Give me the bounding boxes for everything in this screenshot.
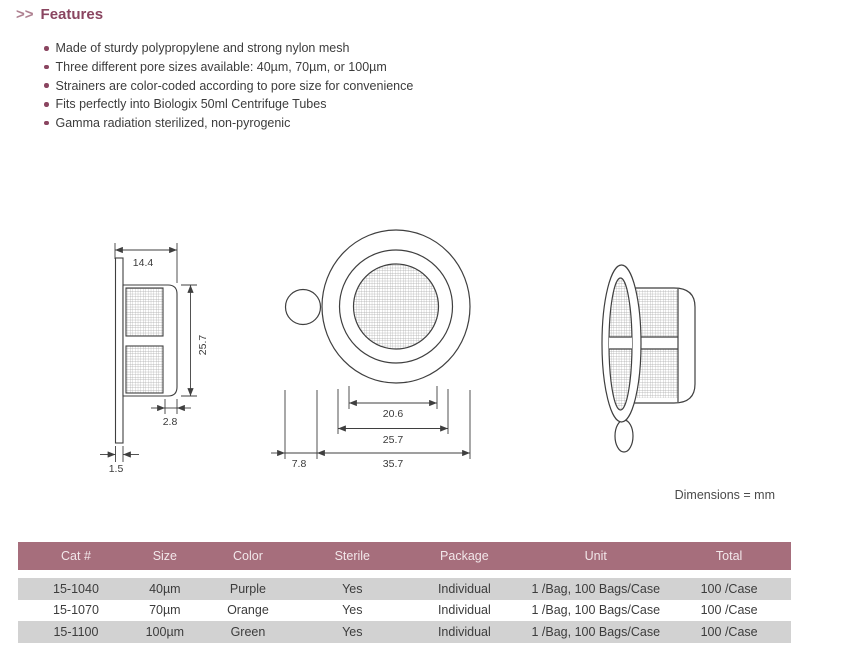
- table-cell: 40µm: [149, 581, 181, 596]
- dim-top-outer-diameter: 35.7: [382, 458, 404, 470]
- perspective-view-drawing: [602, 265, 695, 452]
- table-cell: Green: [230, 624, 266, 639]
- feature-text: Three different pore sizes available: 40µm, 70µm, or 100µm: [55, 60, 387, 75]
- dim-side-height: 25.7: [197, 334, 209, 356]
- features-chevron: >>: [16, 6, 34, 23]
- table-cell: 100 /Case: [700, 603, 758, 618]
- table-cell: Individual: [437, 603, 491, 618]
- table-cell: Yes: [342, 624, 363, 639]
- table-cell: 100 /Case: [700, 581, 758, 596]
- table-cell: Yes: [342, 581, 363, 596]
- dim-top-tab-length: 7.8: [291, 458, 307, 470]
- top-view-drawing: [271, 230, 470, 470]
- table-cell: 15-1040: [53, 581, 99, 596]
- table-cell: 15-1070: [53, 603, 99, 618]
- table-row: [18, 621, 791, 643]
- dim-side-width: 14.4: [132, 257, 154, 269]
- table-header-row: [18, 542, 791, 570]
- table-cell: Individual: [437, 581, 491, 596]
- table-cell: Orange: [227, 603, 269, 618]
- feature-text: Made of sturdy polypropylene and strong nylon mesh: [55, 41, 350, 56]
- product-table: [18, 542, 791, 643]
- header-cell-unit: Unit: [584, 549, 607, 563]
- feature-text: Strainers are color-coded according to pore size for convenience: [55, 78, 414, 93]
- dim-top-inner-diameter: 25.7: [382, 434, 404, 446]
- table-cell: Purple: [229, 581, 266, 596]
- table-cell: 15-1100: [53, 624, 99, 639]
- feature-text: Fits perfectly into Biologix 50ml Centrifuge Tubes: [55, 97, 327, 112]
- table-body: [18, 578, 791, 643]
- feature-text: Gamma radiation sterilized, non-pyrogenic: [55, 116, 291, 131]
- features-title-text: Features: [40, 6, 104, 23]
- table-cell: 1 /Bag, 100 Bags/Case: [531, 624, 661, 639]
- table-row: [18, 578, 791, 600]
- table-cell: 100µm: [145, 624, 185, 639]
- header-cell-size: Size: [152, 549, 178, 563]
- side-view-drawing: [100, 243, 209, 475]
- table-cell: Individual: [437, 624, 491, 639]
- table-row: [18, 600, 791, 622]
- table-cell: 100 /Case: [700, 624, 758, 639]
- dim-side-rim: 2.8: [162, 416, 178, 428]
- header-cell-color: Color: [233, 549, 263, 563]
- table-cell: 1 /Bag, 100 Bags/Case: [531, 581, 661, 596]
- dim-side-flange: 1.5: [108, 463, 124, 475]
- header-cell-sterile: Sterile: [334, 549, 370, 563]
- header-cell-cat: Cat #: [61, 549, 91, 563]
- dim-top-mesh-diameter: 20.6: [382, 408, 404, 420]
- table-cell: 1 /Bag, 100 Bags/Case: [531, 603, 661, 618]
- header-cell-total: Total: [715, 549, 743, 563]
- table-cell: 70µm: [149, 603, 181, 618]
- table-cell: Yes: [342, 603, 363, 618]
- dimensions-note: Dimensions = mm: [674, 488, 775, 502]
- header-cell-package: Package: [440, 549, 489, 563]
